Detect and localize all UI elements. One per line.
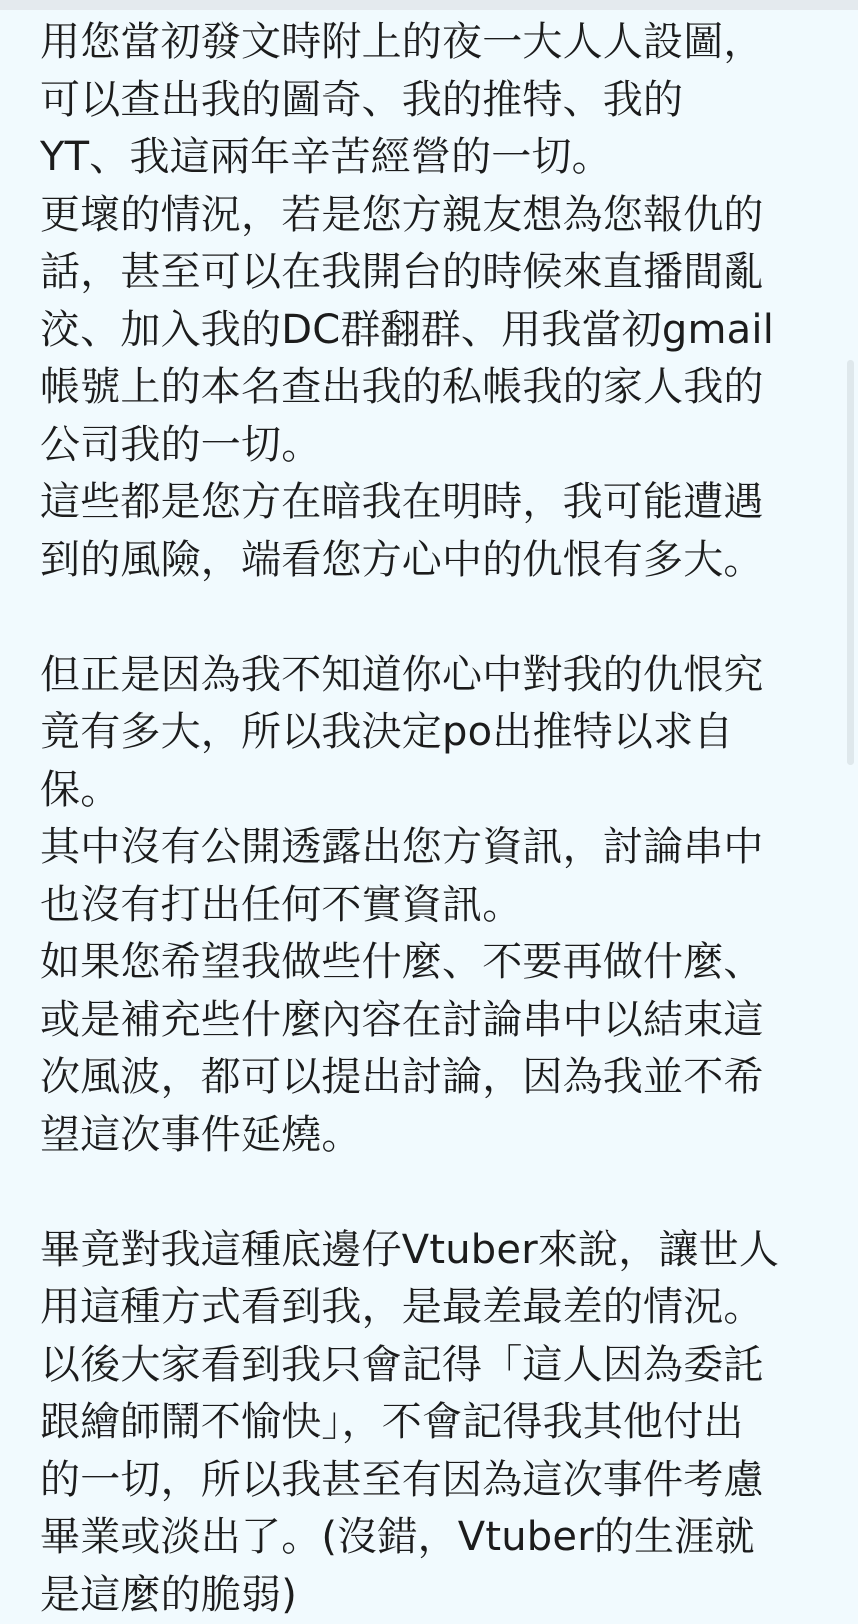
post-line: 望這次事件延燒。 [40, 1107, 820, 1165]
post-line: 其中沒有公開透露出您方資訊，討論串中 [40, 819, 820, 877]
post-line: 帳號上的本名查出我的私帳我的家人我的 [40, 359, 820, 417]
post-line: 次風波，都可以提出討論，因為我並不希 [40, 1049, 820, 1107]
post-line: 畢業或淡出了。(沒錯，Vtuber的生涯就 [40, 1509, 820, 1567]
scrollbar-thumb[interactable] [847, 360, 854, 765]
post-line: 畢竟對我這種底邊仔Vtuber來說，讓世人 [40, 1222, 820, 1280]
post-line: 話，甚至可以在我開台的時候來直播間亂 [40, 244, 820, 302]
top-status-strip [0, 0, 858, 10]
post-line: YT、我這兩年辛苦經營的一切。 [40, 129, 820, 187]
post-line: 洨、加入我的DC群翻群、用我當初gmail [40, 302, 820, 360]
paragraph-gap [40, 1164, 820, 1222]
post-line: 用這種方式看到我，是最差最差的情況。 [40, 1279, 820, 1337]
post-line: 這些都是您方在暗我在明時，我可能遭遇 [40, 474, 820, 532]
post-line: 或是補充些什麼內容在討論串中以結束這 [40, 992, 820, 1050]
post-line: 的一切，所以我甚至有因為這次事件考慮 [40, 1452, 820, 1510]
post-line: 跟繪師鬧不愉快」，不會記得我其他付出 [40, 1394, 820, 1452]
post-line: 可以查出我的圖奇、我的推特、我的 [40, 72, 820, 130]
post-line: 到的風險，端看您方心中的仇恨有多大。 [40, 532, 820, 590]
post-line: 公司我的一切。 [40, 417, 820, 475]
post-line: 但正是因為我不知道你心中對我的仇恨究 [40, 647, 820, 705]
post-line: 用您當初發文時附上的夜一大人人設圖， [40, 14, 820, 72]
paragraph-gap [40, 589, 820, 647]
post-line: 竟有多大，所以我決定po出推特以求自 [40, 704, 820, 762]
post-line: 以後大家看到我只會記得「這人因為委託 [40, 1337, 820, 1395]
post-line: 保。 [40, 762, 820, 820]
post-line: 是這麼的脆弱) [40, 1567, 820, 1624]
post-body [40, 14, 820, 1624]
post-line: 也沒有打出任何不實資訊。 [40, 877, 820, 935]
post-line: 如果您希望我做些什麼、不要再做什麼、 [40, 934, 820, 992]
scrollbar[interactable] [847, 360, 854, 765]
post-line: 更壞的情況，若是您方親友想為您報仇的 [40, 187, 820, 245]
